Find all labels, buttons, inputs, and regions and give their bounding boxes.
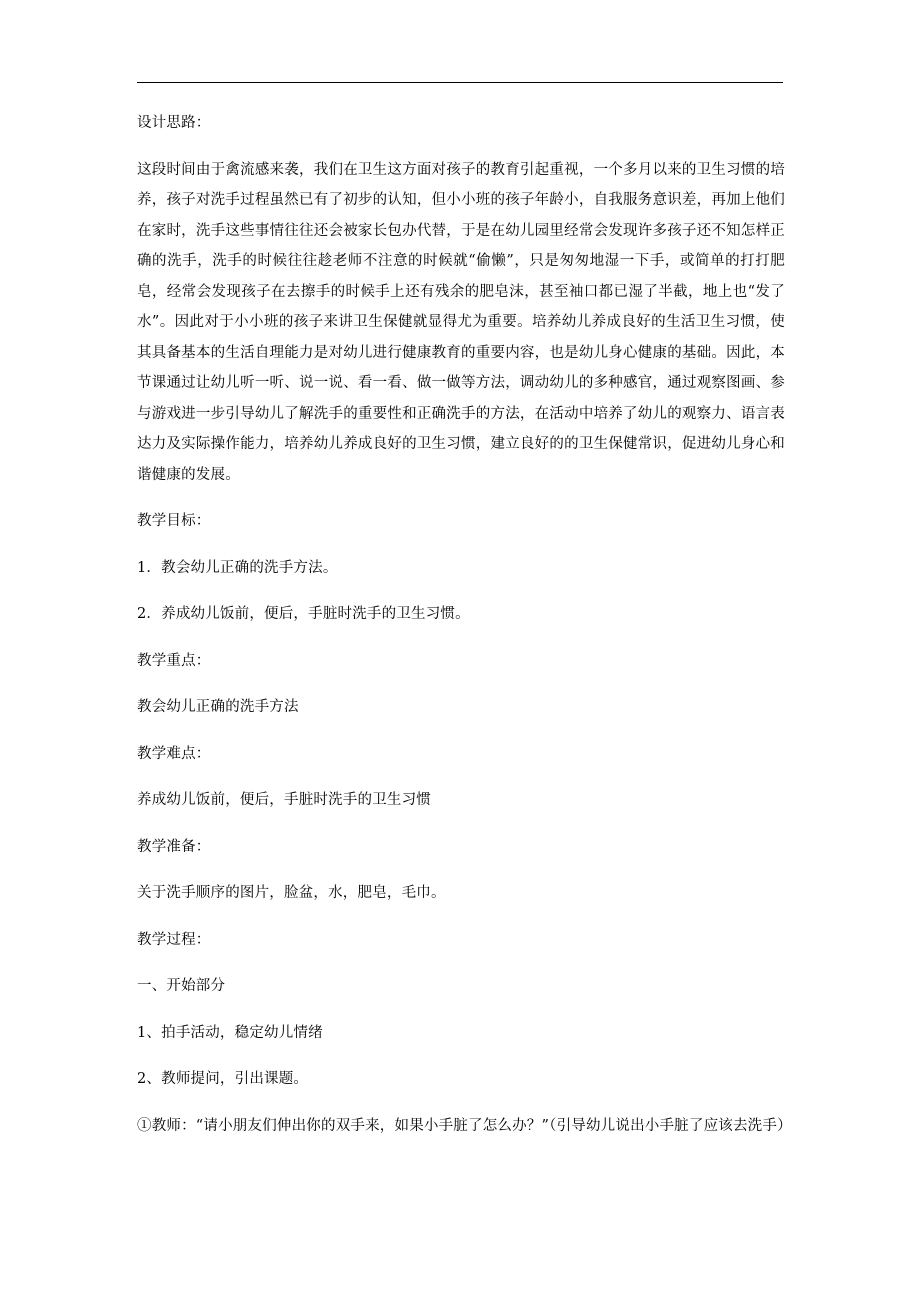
heading-teaching-focus: 教学重点：: [137, 652, 211, 669]
teaching-goal-1: 1．教会幼儿正确的洗手方法。: [137, 559, 338, 576]
process-step-2: 2、教师提问，引出课题。: [137, 1071, 309, 1087]
teaching-prep-text: 关于洗手顺序的图片，脸盆，水，肥皂，毛巾。: [137, 885, 446, 901]
teaching-difficulty-text: 养成幼儿饭前，便后，手脏时洗手的卫生习惯: [137, 792, 431, 808]
heading-teaching-process: 教学过程：: [137, 931, 211, 948]
heading-teaching-prep: 教学准备：: [137, 838, 211, 855]
teaching-goal-2: 2．养成幼儿饭前，便后，手脏时洗手的卫生习惯。: [137, 606, 470, 622]
process-step-2-detail: ①教师：“请小朋友们伸出你的双手来，如果小手脏了怎么办？”（引导幼儿说出小手脏了应该去洗手）: [137, 1117, 792, 1134]
document-body: [137, 108, 792, 1157]
heading-teaching-goals: 教学目标：: [137, 513, 211, 529]
process-section-1: 一、开始部分: [137, 978, 226, 994]
process-step-1: 1、拍手活动，稳定幼儿情绪: [137, 1024, 323, 1041]
heading-teaching-difficulty: 教学难点：: [137, 745, 211, 762]
teaching-focus-text: 教会幼儿正确的洗手方法: [137, 699, 299, 715]
heading-design-idea: 设计思路：: [137, 115, 211, 131]
header-rule: [137, 82, 783, 83]
design-idea-paragraph: 这段时间由于禽流感来袭，我们在卫生这方面对孩子的教育引起重视，一个多月以来的卫生习惯的培养，孩子对洗手过程虽然已有了初步的认知，但小小班的孩子年龄小，自我服务意识差，再加上他们在家时，洗手这些事情往往还会被家长包办代替，于是在幼儿园里经常会发现许多孩子还不知怎样正确的洗手，洗手的时候往往趁老师不注意的时候就“偷懒”，只是匆匆地湿一下手，或简单的打打肥皂，经常会发现孩子在去擦手的时候手上还有残余的肥皂沫，甚至袖口都已湿了半截，地上也“发了水”。因此对于小小班的孩子来讲卫生保健就显得尤为重要。培养幼儿养成良好的生活卫生习惯，使其具备基本的生活自理能力是对幼儿进行健康教育的重要内容，也是幼儿身心健康的基础。因此，本节课通过让幼儿听一听、说一说、看一看、做一做等方法，调动幼儿的多种感官，通过观察图画、参与游戏进一步引导幼儿了解洗手的重要性和正确洗手的方法，在活动中培养了幼儿的观察力、语言表达力及实际操作能力，培养幼儿养成良好的卫生习惯，建立良好的的卫生保健常识，促进幼儿身心和谐健康的发展。: [137, 161, 785, 483]
